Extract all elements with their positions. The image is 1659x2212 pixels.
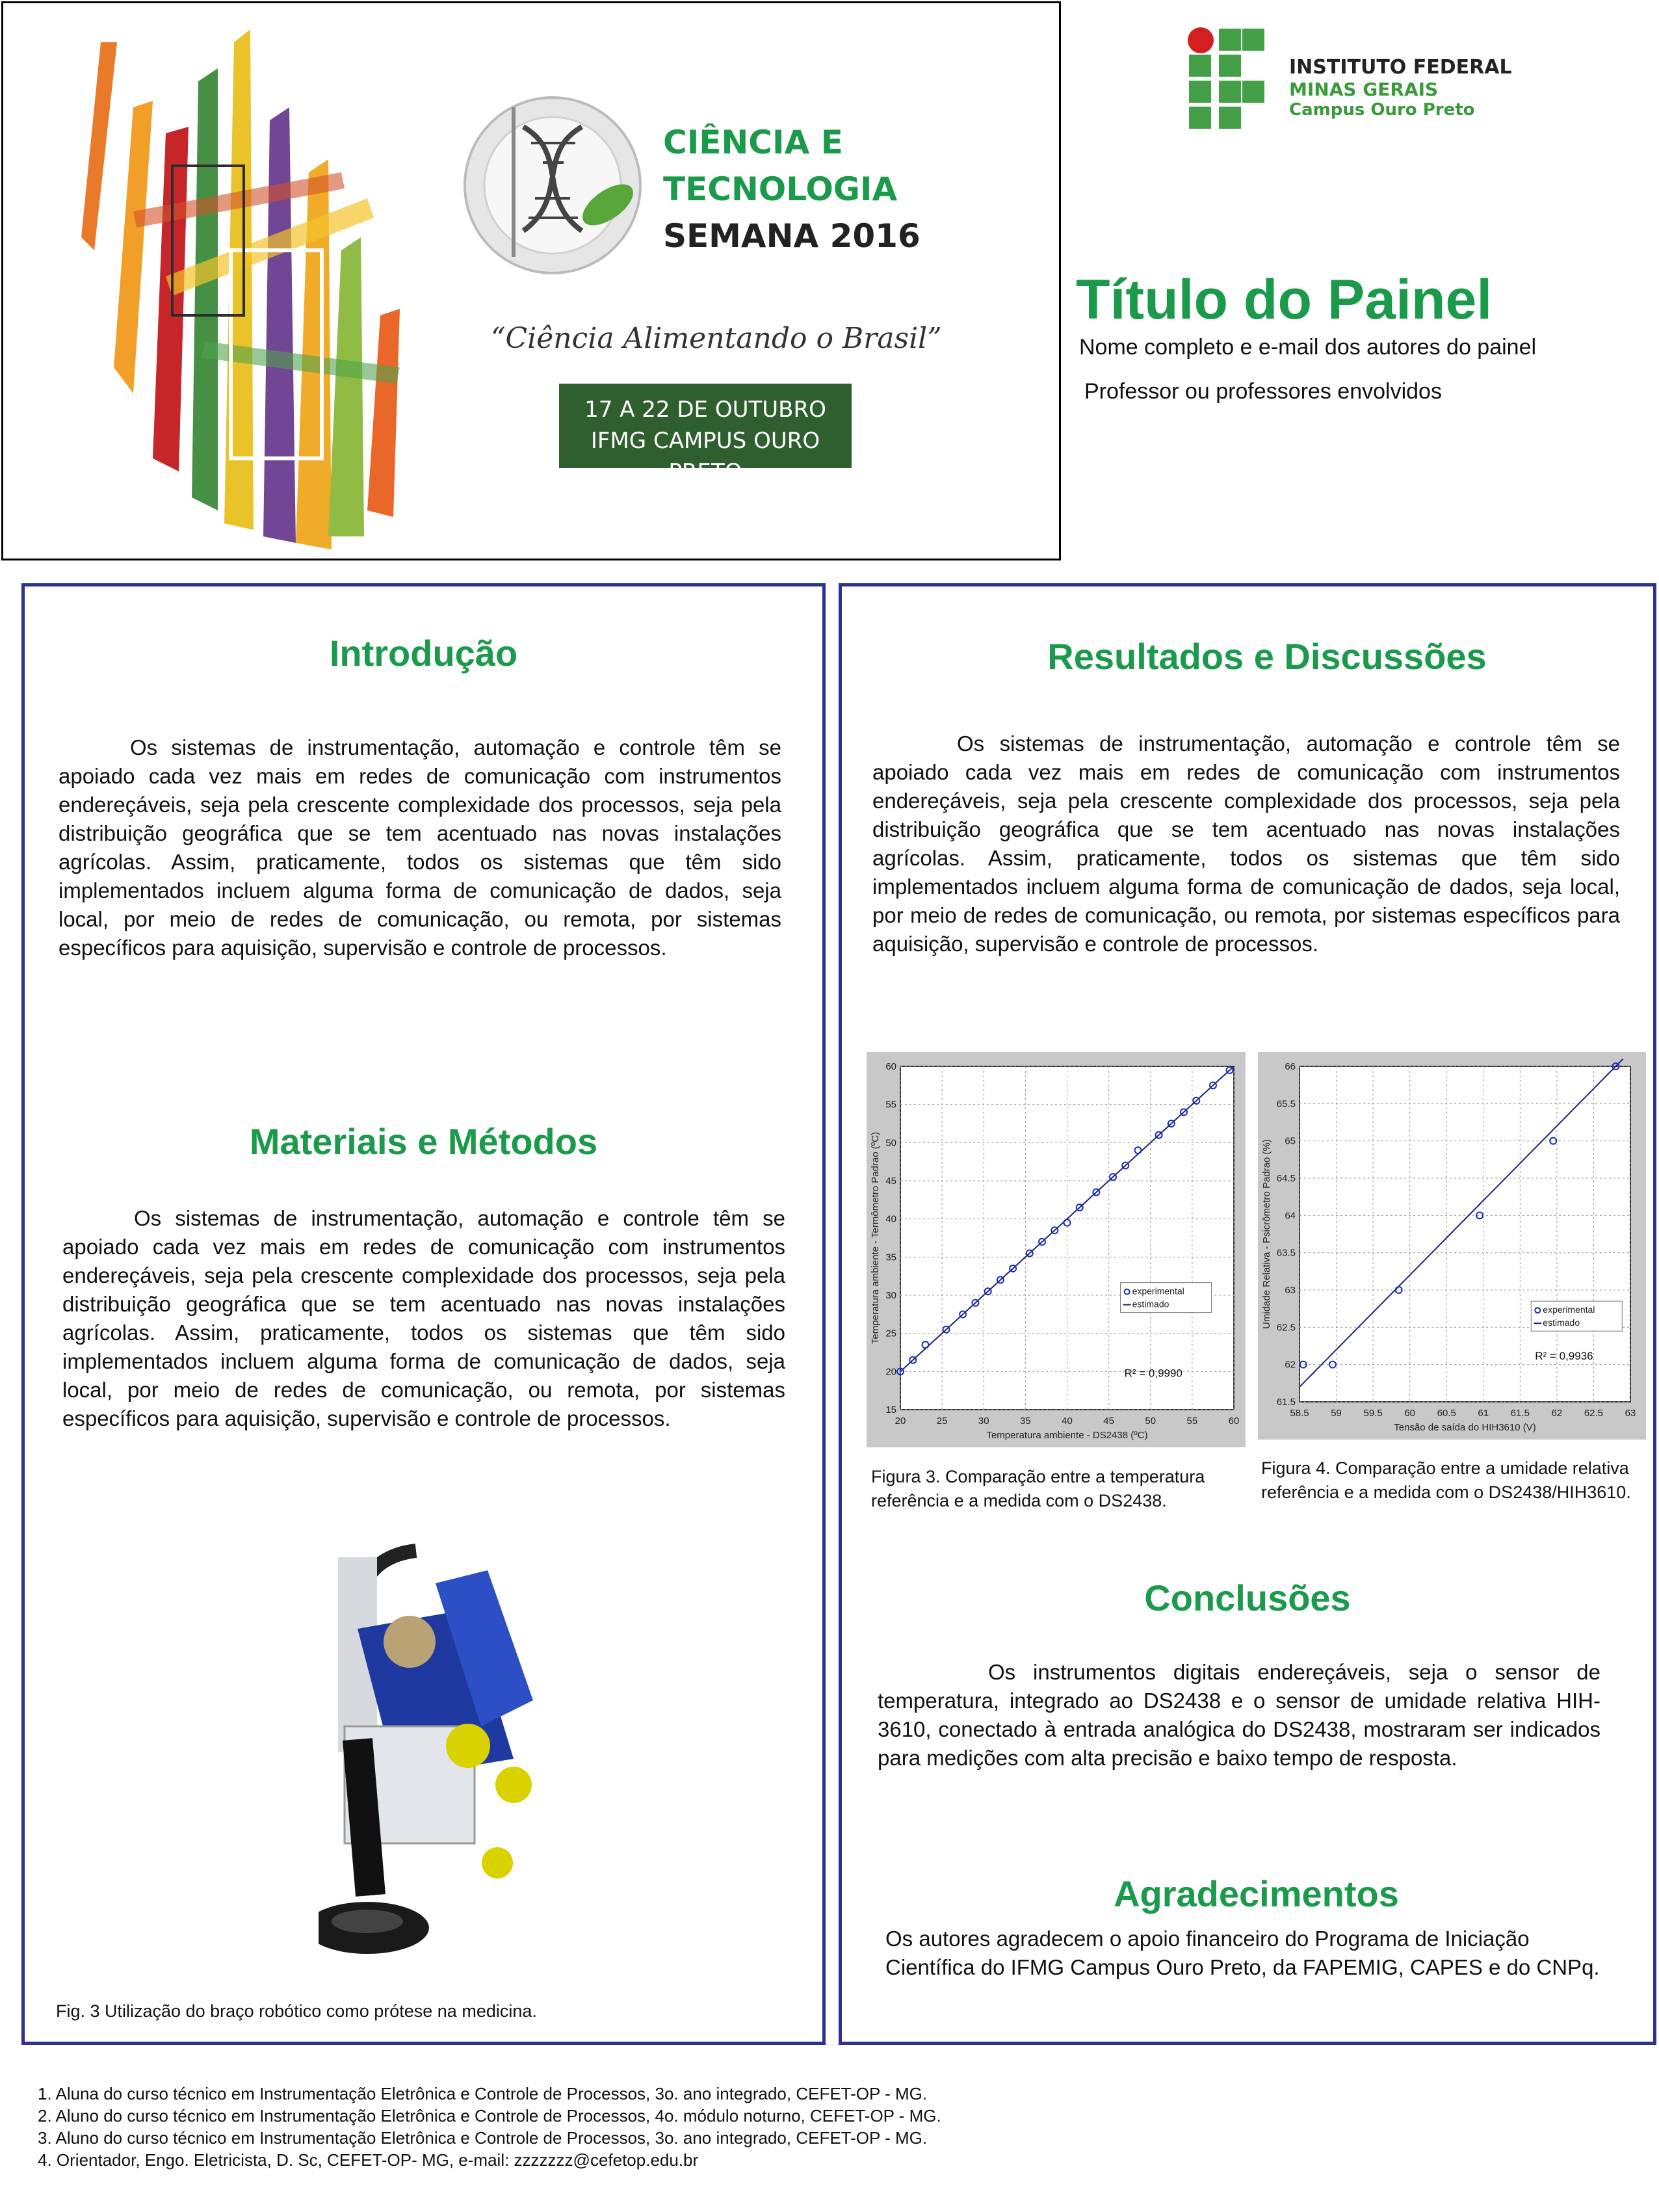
institute-line2: MINAS GERAIS bbox=[1289, 79, 1439, 100]
x-tick-label: 59 bbox=[1331, 1408, 1342, 1419]
robotic-arm-illustration bbox=[319, 1531, 559, 1964]
ifmg-logo bbox=[1186, 26, 1264, 130]
event-slogan: “Ciência Alimentando o Brasil” bbox=[491, 322, 942, 355]
x-tick-label: 58.5 bbox=[1290, 1408, 1309, 1419]
acknowledgements-text bbox=[885, 1925, 1613, 1982]
ifmg-logo-mark bbox=[1186, 26, 1264, 130]
event-banner bbox=[1, 1, 1061, 560]
methods-title: Materiais e Métodos bbox=[249, 1121, 598, 1162]
y-tick-label: 45 bbox=[885, 1176, 896, 1187]
results-title: Resultados e Discussões bbox=[1047, 636, 1487, 677]
humidity-chart-svg bbox=[1258, 1052, 1646, 1440]
institute-line1: INSTITUTO FEDERAL bbox=[1289, 56, 1512, 79]
x-tick-label: 63 bbox=[1625, 1408, 1636, 1419]
event-banner-art bbox=[3, 3, 1059, 559]
event-title-line2: TECNOLOGIA bbox=[663, 170, 898, 208]
methods-text bbox=[62, 1204, 785, 1433]
y-tick-label: 64 bbox=[1285, 1210, 1296, 1222]
decorative-stripes bbox=[81, 29, 400, 549]
x-tick-label: 45 bbox=[1103, 1415, 1114, 1427]
y-tick-label: 63.5 bbox=[1276, 1247, 1296, 1259]
conclusions-text-body: Os instrumentos digitais endereçáveis, seja o sensor de temperatura, integrado ao DS2438 e o sensor de umidade relativa HIH-3610, conectado à entrada analógica do DS2438, mostraram ser indicados para medições com alta precisão e baixo tempo de resposta. bbox=[878, 1660, 1600, 1770]
legend-label-experimental: experimental bbox=[1543, 1304, 1595, 1315]
professors-line: Professor ou professores envolvidos bbox=[1084, 379, 1442, 404]
event-title-line3: SEMANA 2016 bbox=[663, 217, 921, 255]
x-tick-label: 55 bbox=[1186, 1415, 1198, 1427]
legend-label-estimado: estimado bbox=[1543, 1317, 1580, 1328]
x-axis-label: Temperatura ambiente - DS2438 (ºC) bbox=[986, 1430, 1148, 1441]
y-tick-label: 40 bbox=[885, 1213, 896, 1225]
x-tick-label: 60 bbox=[1228, 1415, 1240, 1427]
y-tick-label: 62 bbox=[1285, 1359, 1296, 1371]
x-tick-label: 20 bbox=[895, 1415, 906, 1427]
x-tick-label: 59.5 bbox=[1363, 1408, 1383, 1419]
event-title bbox=[663, 119, 921, 259]
y-tick-label: 50 bbox=[885, 1137, 896, 1149]
panel-title: Título do Painel bbox=[1076, 269, 1493, 331]
conclusions-title: Conclusões bbox=[1144, 1577, 1351, 1618]
y-tick-label: 65.5 bbox=[1276, 1098, 1296, 1110]
x-tick-label: 50 bbox=[1145, 1415, 1156, 1427]
acknowledgements-text-body: Os autores agradecem o apoio financeiro do Programa de Iniciação Científica do IFMG Campus Ouro Preto, da FAPEMIG, CAPES e do CNPq. bbox=[885, 1927, 1600, 1979]
footnote-3: 3. Aluno do curso técnico em Instrumentação Eletrônica e Controle de Processos, 3o. ano integrado, CEFET-OP - MG. bbox=[38, 2128, 928, 2148]
y-tick-label: 35 bbox=[885, 1252, 896, 1263]
x-tick-label: 60 bbox=[1404, 1408, 1416, 1419]
intro-text-body: Os sistemas de instrumentação, automação e controle têm se apoiado cada vez mais em redes de comunicação com instrumentos endereçáveis, seja pela crescente complexidade dos processos, seja pela distribuição geográfica que se tem acentuado nas novas instalações agrícolas. Assim, praticamente, todos os sistemas que têm sido implementados incluem alguma forma de comunicação de dados, seja local, por meio de redes de comunicação, ou remota, por sistemas específicos para aquisição, supervisão e controle de processos. bbox=[59, 735, 781, 960]
x-tick-label: 62 bbox=[1551, 1408, 1563, 1419]
x-tick-label: 35 bbox=[1020, 1415, 1031, 1427]
y-tick-label: 61.5 bbox=[1276, 1397, 1296, 1408]
y-tick-label: 66 bbox=[1285, 1061, 1296, 1072]
y-tick-label: 60 bbox=[885, 1061, 896, 1072]
plate-dna-logo bbox=[465, 98, 640, 273]
footnote-4: 4. Orientador, Engo. Eletricista, D. Sc, CEFET-OP- MG, e-mail: zzzzzzz@cefetop.edu.br bbox=[38, 2150, 699, 2170]
event-date-box bbox=[559, 384, 852, 485]
intro-text bbox=[59, 733, 781, 962]
fig4-caption: Figura 4. Comparação entre a umidade relativa referência e a medida com o DS2438/HIH3610. bbox=[1261, 1458, 1631, 1502]
fig3-caption: Figura 3. Comparação entre a temperatura referência e a medida com o DS2438. bbox=[871, 1467, 1205, 1510]
x-tick-label: 62.5 bbox=[1584, 1408, 1604, 1419]
r-squared-annotation: R² = 0,9990 bbox=[1124, 1367, 1182, 1380]
acknowledgements-title: Agradecimentos bbox=[1114, 1873, 1399, 1914]
x-tick-label: 61.5 bbox=[1510, 1408, 1530, 1419]
authors-line: Nome completo e e-mail dos autores do painel bbox=[1079, 335, 1537, 360]
institute-name bbox=[1289, 56, 1512, 120]
x-tick-label: 40 bbox=[1062, 1415, 1073, 1427]
institute-line3: Campus Ouro Preto bbox=[1289, 100, 1475, 120]
y-tick-label: 64.5 bbox=[1276, 1173, 1296, 1184]
r-squared-annotation: R² = 0,9936 bbox=[1535, 1350, 1593, 1363]
results-text bbox=[872, 730, 1620, 958]
results-text-body: Os sistemas de instrumentação, automação e controle têm se apoiado cada vez mais em redes de comunicação com instrumentos endereçáveis, seja pela crescente complexidade dos processos, seja pela distribuição geográfica que se tem acentuado nas novas instalações agrícolas. Assim, praticamente, todos os sistemas que têm sido implementados incluem alguma forma de comunicação de dados, seja local, por meio de redes de comunicação, ou remota, por sistemas específicos para aquisição, supervisão e controle de processos. bbox=[872, 731, 1620, 956]
temperature-chart bbox=[867, 1052, 1246, 1447]
robotic-arm-image bbox=[319, 1531, 559, 1964]
y-tick-label: 20 bbox=[885, 1366, 896, 1378]
y-axis-label: Umidade Relativa - Psicrômetro Padrao (%) bbox=[1261, 1139, 1272, 1329]
footnote-1: 1. Aluna do curso técnico em Instrumentação Eletrônica e Controle de Processos, 3o. ano integrado, CEFET-OP - MG. bbox=[38, 2084, 928, 2103]
x-tick-label: 61 bbox=[1478, 1408, 1489, 1419]
footnote-2: 2. Aluno do curso técnico em Instrumentação Eletrônica e Controle de Processos, 4o. módulo noturno, CEFET-OP - MG. bbox=[38, 2106, 941, 2126]
conclusions-text bbox=[878, 1658, 1600, 1772]
event-date: 17 A 22 DE OUTUBRO bbox=[584, 397, 826, 423]
legend-label-estimado: estimado bbox=[1132, 1298, 1169, 1310]
robot-figure-caption: Fig. 3 Utilização do braço robótico como prótese na medicina. bbox=[56, 2001, 537, 2021]
y-tick-label: 55 bbox=[885, 1099, 896, 1111]
event-title-line1: CIÊNCIA E bbox=[663, 124, 843, 161]
y-tick-label: 30 bbox=[885, 1290, 896, 1301]
y-tick-label: 62.5 bbox=[1276, 1322, 1296, 1334]
legend-label-experimental: experimental bbox=[1132, 1285, 1184, 1297]
y-tick-label: 65 bbox=[1285, 1135, 1296, 1147]
y-axis-label: Temperatura ambiente - Termômetro Padrao (ºC) bbox=[870, 1131, 881, 1345]
y-tick-label: 63 bbox=[1285, 1285, 1296, 1296]
methods-text-body: Os sistemas de instrumentação, automação e controle têm se apoiado cada vez mais em redes de comunicação com instrumentos endereçáveis, seja pela crescente complexidade dos processos, seja pela distribuição geográfica que se tem acentuado nas novas instalações agrícolas. Assim, praticamente, todos os sistemas que têm sido implementados incluem alguma forma de comunicação de dados, seja local, por meio de redes de comunicação, ou remota, por sistemas específicos para aquisição, supervisão e controle de processos. bbox=[62, 1206, 785, 1430]
humidity-chart bbox=[1258, 1052, 1646, 1440]
y-tick-label: 15 bbox=[885, 1404, 896, 1415]
y-tick-label: 25 bbox=[885, 1328, 896, 1339]
x-tick-label: 30 bbox=[978, 1415, 989, 1427]
x-axis-label: Tensão de saída do HIH3610 (V) bbox=[1394, 1422, 1536, 1433]
event-place: IFMG CAMPUS OURO PRETO bbox=[590, 428, 820, 485]
x-tick-label: 60.5 bbox=[1437, 1408, 1456, 1419]
temperature-chart-svg bbox=[867, 1052, 1246, 1447]
intro-title: Introdução bbox=[329, 633, 518, 674]
x-tick-label: 25 bbox=[936, 1415, 948, 1427]
